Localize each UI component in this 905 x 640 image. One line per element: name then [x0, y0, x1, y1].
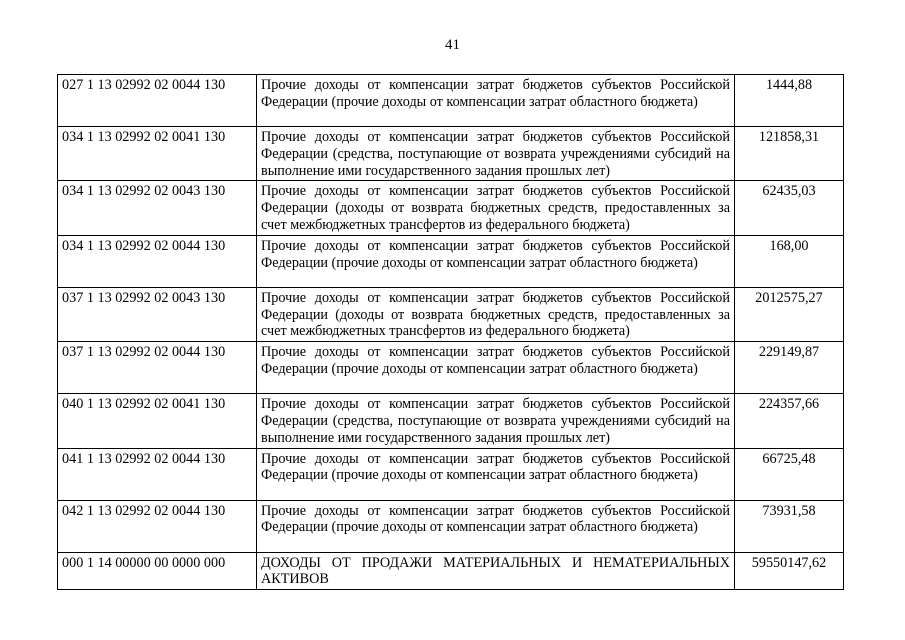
- budget-code-cell: 037 1 13 02992 02 0044 130: [58, 342, 257, 394]
- description-cell: Прочие доходы от компенсации затрат бюджетов субъектов Российской Федерации (средства, поступающие от возврата учреждениями субсидий на выполнение ими государственного задания прошлых лет): [257, 394, 735, 448]
- budget-code-cell: 037 1 13 02992 02 0043 130: [58, 287, 257, 341]
- amount-cell: 168,00: [735, 235, 844, 287]
- amount-cell: 121858,31: [735, 127, 844, 181]
- description-cell: Прочие доходы от компенсации затрат бюджетов субъектов Российской Федерации (прочие доходы от компенсации затрат областного бюджета): [257, 500, 735, 552]
- budget-code-cell: 042 1 13 02992 02 0044 130: [58, 500, 257, 552]
- page-number: 41: [445, 37, 460, 53]
- amount-cell: 62435,03: [735, 181, 844, 235]
- description-cell: ДОХОДЫ ОТ ПРОДАЖИ МАТЕРИАЛЬНЫХ И НЕМАТЕРИАЛЬНЫХ АКТИВОВ: [257, 552, 735, 590]
- description-cell: Прочие доходы от компенсации затрат бюджетов субъектов Российской Федерации (средства, поступающие от возврата учреждениями субсидий на выполнение ими государственного задания прошлых лет): [257, 127, 735, 181]
- amount-cell: 73931,58: [735, 500, 844, 552]
- amount-cell: 229149,87: [735, 342, 844, 394]
- revenue-table: [57, 74, 844, 590]
- budget-code-cell: 000 1 14 00000 00 0000 000: [58, 552, 257, 590]
- amount-cell: 1444,88: [735, 75, 844, 127]
- budget-code-cell: 027 1 13 02992 02 0044 130: [58, 75, 257, 127]
- budget-code-cell: 034 1 13 02992 02 0041 130: [58, 127, 257, 181]
- table-row: [58, 235, 844, 287]
- amount-cell: 59550147,62: [735, 552, 844, 590]
- table-row: [58, 448, 844, 500]
- budget-code-cell: 034 1 13 02992 02 0043 130: [58, 181, 257, 235]
- description-cell: Прочие доходы от компенсации затрат бюджетов субъектов Российской Федерации (доходы от возврата бюджетных средств, предоставленных за счет межбюджетных трансфертов из федерального бюджета): [257, 181, 735, 235]
- budget-code-cell: 041 1 13 02992 02 0044 130: [58, 448, 257, 500]
- table-row: [58, 127, 844, 181]
- amount-cell: 2012575,27: [735, 287, 844, 341]
- description-cell: Прочие доходы от компенсации затрат бюджетов субъектов Российской Федерации (прочие доходы от компенсации затрат областного бюджета): [257, 342, 735, 394]
- amount-cell: 66725,48: [735, 448, 844, 500]
- table-row: [58, 181, 844, 235]
- budget-code-cell: 034 1 13 02992 02 0044 130: [58, 235, 257, 287]
- description-cell: Прочие доходы от компенсации затрат бюджетов субъектов Российской Федерации (прочие доходы от компенсации затрат областного бюджета): [257, 448, 735, 500]
- table-row: [58, 500, 844, 552]
- table-row: [58, 287, 844, 341]
- revenue-table-body: [58, 75, 844, 590]
- table-row: [58, 394, 844, 448]
- amount-cell: 224357,66: [735, 394, 844, 448]
- table-row: [58, 75, 844, 127]
- description-cell: Прочие доходы от компенсации затрат бюджетов субъектов Российской Федерации (доходы от возврата бюджетных средств, предоставленных за счет межбюджетных трансфертов из федерального бюджета): [257, 287, 735, 341]
- description-cell: Прочие доходы от компенсации затрат бюджетов субъектов Российской Федерации (прочие доходы от компенсации затрат областного бюджета): [257, 75, 735, 127]
- table-row: [58, 552, 844, 590]
- description-cell: Прочие доходы от компенсации затрат бюджетов субъектов Российской Федерации (прочие доходы от компенсации затрат областного бюджета): [257, 235, 735, 287]
- budget-code-cell: 040 1 13 02992 02 0041 130: [58, 394, 257, 448]
- table-row: [58, 342, 844, 394]
